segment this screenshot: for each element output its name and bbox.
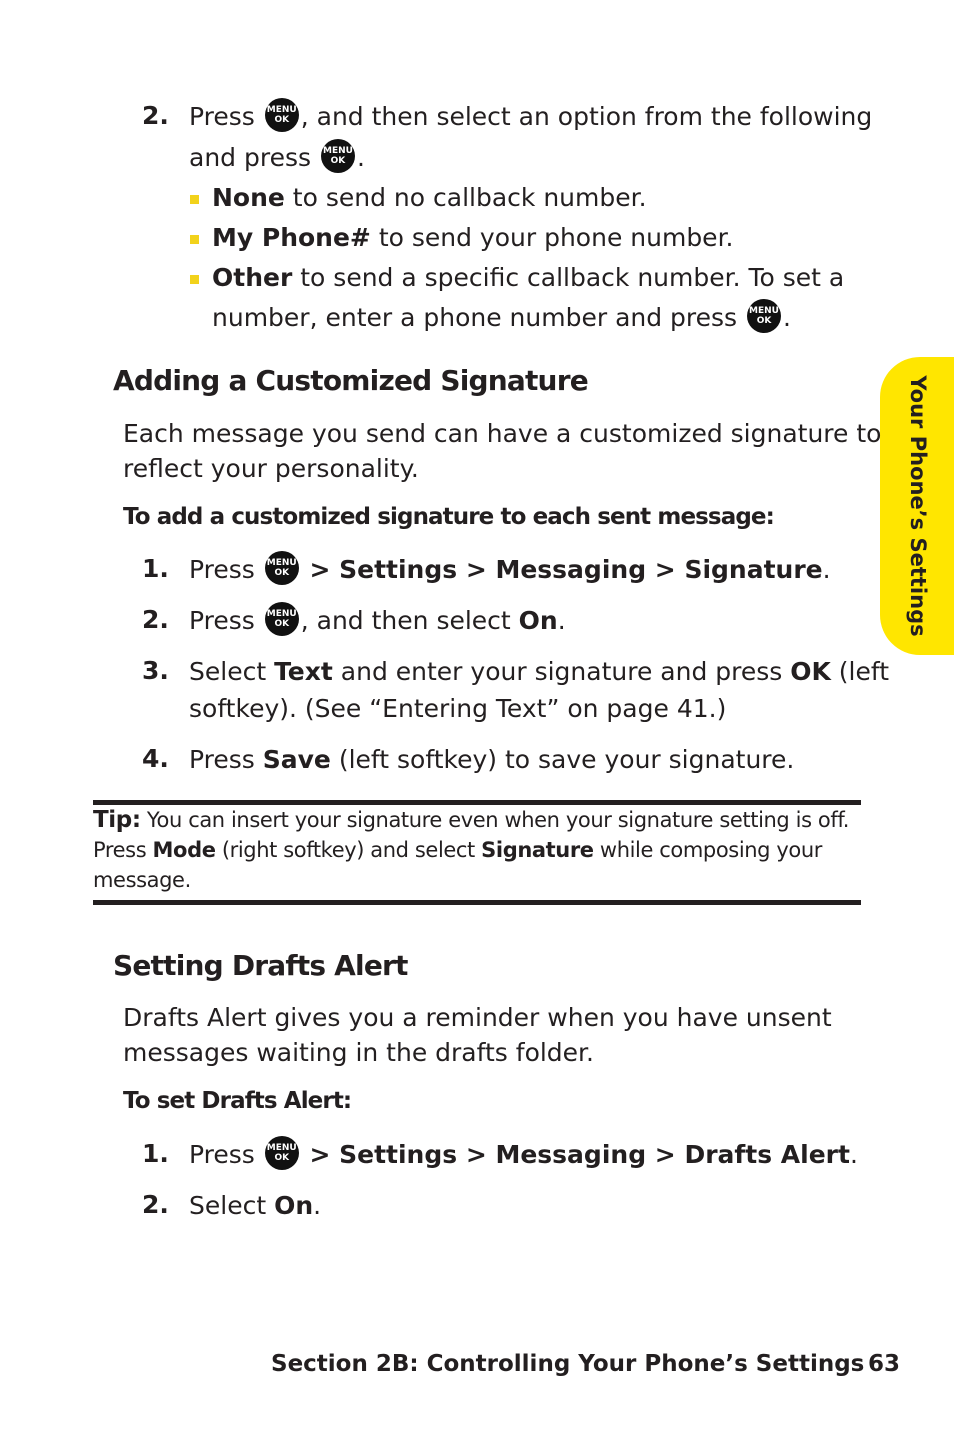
option-other: Other to send a specific callback number. To set a (212, 263, 845, 292)
page-number: 63 (868, 1351, 901, 1377)
step-number: 1. (142, 1139, 169, 1168)
tip-line-2: Press Mode (right softkey) and select Signature while composing your (93, 838, 823, 862)
drafts-subhead: To set Drafts Alert: (123, 1088, 352, 1114)
step-number: 4. (142, 744, 169, 773)
tip-line-1: Tip: You can insert your signature even when your signature setting is off. (93, 807, 850, 833)
menu-ok-key-icon: MENU OK (265, 1136, 299, 1170)
menu-ok-key-icon: MENU OK (265, 98, 299, 132)
tip-bottom-rule (93, 900, 861, 905)
drafts-step-2: Select On. (189, 1191, 322, 1220)
menu-path: > Settings > Messaging > Signature (300, 555, 823, 584)
signature-step-3: Select Text and enter your signature and press OK (left (189, 657, 890, 686)
step-number: 2. (142, 101, 169, 130)
callback-line-1 (189, 99, 872, 135)
bullet-icon (190, 275, 199, 284)
step-number: 3. (142, 656, 169, 685)
drafts-step-1: Press MENU OK > Settings > Messaging > Drafts Alert. (189, 1137, 858, 1173)
section-heading-signature: Adding a Customized Signature (113, 364, 588, 397)
signature-subhead: To add a customized signature to each sent message: (123, 504, 774, 530)
menu-ok-key-icon: MENU OK (321, 139, 355, 173)
option-other-line-2: number, enter a phone number and press MENU OK . (212, 300, 791, 336)
step-number: 2. (142, 605, 169, 634)
text: . (356, 143, 365, 172)
option-my-phone: My Phone# to send your phone number. (212, 223, 734, 252)
menu-path: > Settings > Messaging > Drafts Alert (300, 1140, 850, 1169)
signature-step-4: Press Save (left softkey) to save your signature. (189, 745, 795, 774)
signature-step-1: Press MENU OK > Settings > Messaging > Signature. (189, 552, 831, 588)
text: and press (189, 143, 312, 172)
callback-line-2 (189, 140, 365, 176)
menu-ok-key-icon: MENU OK (265, 602, 299, 636)
menu-ok-key-icon: MENU OK (747, 299, 781, 333)
section-heading-drafts: Setting Drafts Alert (113, 949, 408, 982)
text: , and then select an option from the following (300, 102, 873, 131)
tip-line-3: message. (93, 868, 191, 892)
bullet-icon (190, 235, 199, 244)
text: Press (189, 102, 255, 131)
signature-intro-line-1: Each message you send can have a customized signature to (123, 419, 882, 448)
drafts-intro-line-1: Drafts Alert gives you a reminder when you have unsent (123, 1003, 832, 1032)
side-tab-label: Your Phone’s Settings (906, 375, 930, 637)
option-none: None to send no callback number. (212, 183, 647, 212)
step-number: 2. (142, 1190, 169, 1219)
signature-step-2: Press MENU OK , and then select On. (189, 603, 566, 639)
bullet-icon (190, 195, 199, 204)
menu-ok-key-icon: MENU OK (265, 551, 299, 585)
drafts-intro-line-2: messages waiting in the drafts folder. (123, 1038, 594, 1067)
signature-step-3-line-2: softkey). (See “Entering Text” on page 41.) (189, 694, 727, 723)
tip-label: Tip: (93, 807, 141, 833)
footer-section-title: Section 2B: Controlling Your Phone’s Settings (271, 1351, 865, 1377)
step-number: 1. (142, 554, 169, 583)
signature-intro-line-2: reflect your personality. (123, 454, 419, 483)
